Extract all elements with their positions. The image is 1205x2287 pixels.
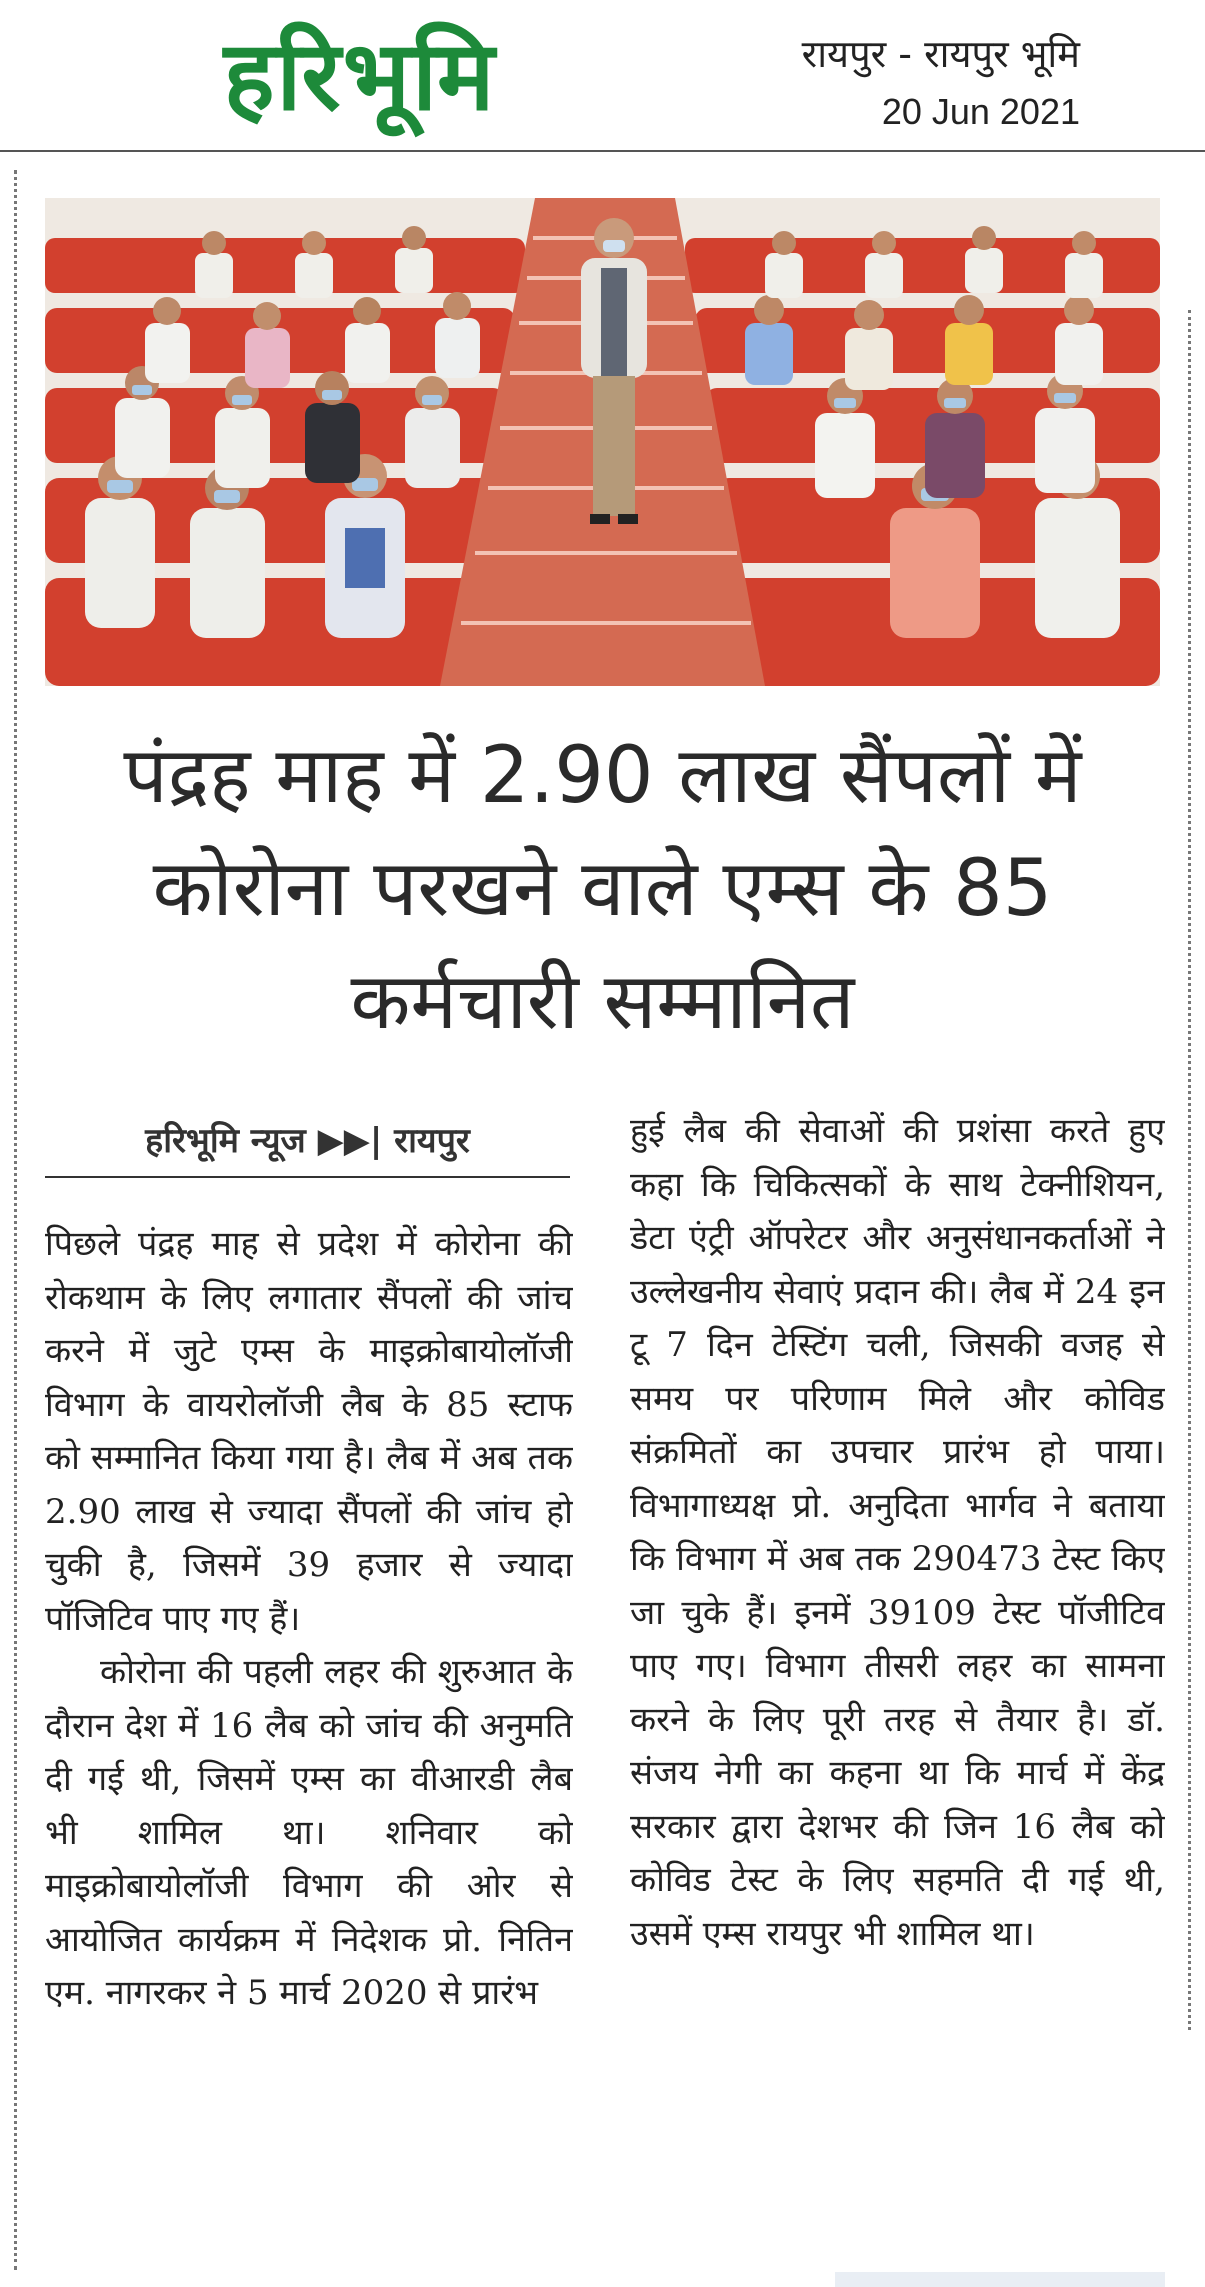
edition-name: रायपुर - रायपुर भूमि <box>801 32 1080 76</box>
masthead <box>0 0 1205 150</box>
publication-date: 20 Jun 2021 <box>881 91 1080 132</box>
article-body-right-column <box>630 1105 1165 2255</box>
page-corner-shade <box>835 2272 1165 2287</box>
newspaper-logo: हरिभूमि <box>223 20 497 132</box>
header-divider <box>0 150 1205 152</box>
article-body-left-column <box>45 1218 573 2258</box>
body-paragraph: हुई लैब की सेवाओं की प्रशंसा करते हुए कहा कि चिकित्सकों के साथ टेक्नीशियन, डेटा एंट्री ऑपरेटर और अनुसंधानकर्ताओं ने उल्लेखनीय सेवाएं प्रदान की। लैब में 24 इन टू 7 दिन टेस्टिंग चली, जिसकी वजह से समय पर परिणाम मिले और कोविड संक्रमितों का उपचार प्रारंभ हो पाया। विभागाध्यक्ष प्रो. अनुदिता भार्गव ने बताया कि विभाग में अब तक 290473 टेस्ट किए जा चुके हैं। इनमें 39109 टेस्ट पॉजीटिव पाए गए। विभाग तीसरी लहर का सामना करने के लिए पूरी तरह से तैयार है। डॉ. संजय नेगी का कहना था कि मार्च में केंद्र सरकार द्वारा देशभर की जिन 16 लैब को कोविड टेस्ट के लिए सहमति दी गई थी, उसमें एम्स रायपुर भी शामिल था। <box>630 1111 1165 1954</box>
edition-info <box>802 28 1080 138</box>
article-headline: पंद्रह माह में 2.90 लाख सैंपलों में कोरोना परखने वाले एम्स के 85 कर्मचारी सम्मानित <box>123 731 1082 1047</box>
news-photo <box>45 198 1160 686</box>
body-paragraph: कोरोना की पहली लहर की शुरुआत के दौरान देश में 16 लैब को जांच की अनुमति दी गई थी, जिसमें एम्स का वीआरडी लैब भी शामिल था। शनिवार को माइक्रोबायोलॉजी विभाग की ओर से आयोजित कार्यक्रम में निदेशक प्रो. नितिन एम. नागरकर ने 5 मार्च 2020 से प्रारंभ <box>45 1652 573 2013</box>
body-paragraph: पिछले पंद्रह माह से प्रदेश में कोरोना की रोकथाम के लिए लगातार सैंपलों की जांच करने में जुटे एम्स के माइक्रोबायोलॉजी विभाग के वायरोलॉजी लैब के 85 स्टाफ को सम्मानित किया गया है। लैब में अब तक 2.90 लाख से ज्यादा सैंपलों की जांच हो चुकी है, जिसमें 39 हजार से ज्यादा पॉजिटिव पाए गए हैं। <box>45 1224 573 1639</box>
left-dotted-border <box>14 170 17 2270</box>
auditorium-photo-illustration <box>45 198 1160 686</box>
right-dotted-border <box>1188 310 1191 2030</box>
article-byline: हरिभूमि न्यूज ▶▶| रायपुर <box>45 1110 570 1178</box>
